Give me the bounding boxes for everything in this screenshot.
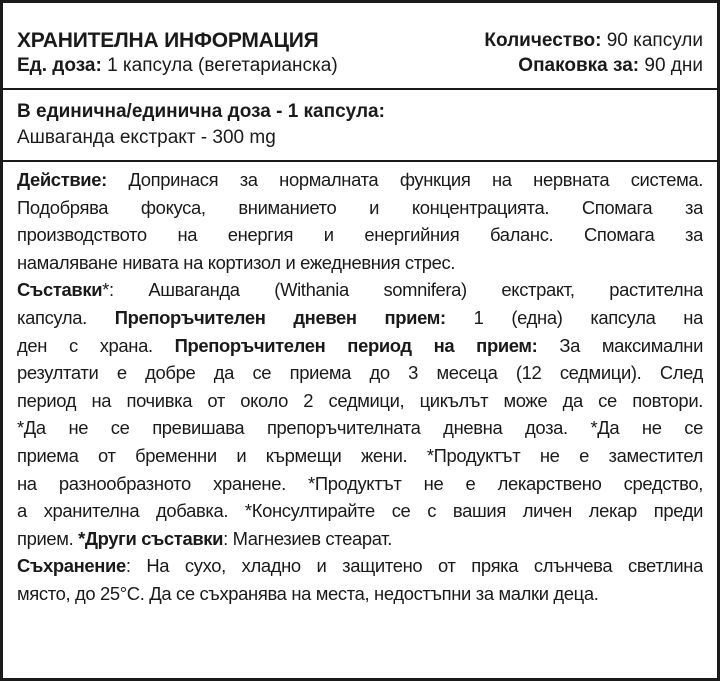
bold-term: Препоръчителен дневен прием:	[114, 306, 446, 328]
body-text: период на почивка от около 2 седмици, цикълът може да се повтори.	[17, 389, 703, 411]
bold-term: *Други съставки	[78, 527, 224, 549]
body-line	[17, 470, 703, 498]
body-line	[17, 552, 703, 580]
body-line	[17, 497, 703, 525]
quantity-label: Количество:	[484, 30, 602, 51]
package	[518, 54, 703, 78]
body-text: ден с храна.	[17, 334, 175, 356]
body-text: на разнообразното хранене. *Продуктът не е лекарствено средство,	[17, 472, 703, 494]
body-text: Подобрява фокуса, вниманието и концентрацията. Спомага за	[17, 196, 703, 218]
body-line	[17, 276, 703, 304]
body-line	[17, 221, 703, 249]
quantity-value: 90 капсули	[606, 30, 703, 51]
body-line	[17, 525, 703, 553]
body-line	[17, 304, 703, 332]
label-title: ХРАНИТЕЛНА ИНФОРМАЦИЯ	[17, 29, 319, 52]
body-text: *Да не се превишава препоръчителната дневна доза. *Да не се	[17, 417, 703, 439]
body-line	[17, 387, 703, 415]
bold-term: Съхранение	[17, 555, 126, 577]
bold-term: Действие:	[17, 169, 129, 190]
body-text: прием.	[17, 527, 79, 549]
body-text: За максимални	[537, 334, 703, 356]
body-text: приема от бременни и кърмещи жени. *Продуктът не е заместител	[17, 444, 703, 466]
package-label: Опаковка за:	[518, 55, 640, 76]
body-text: резултати е добре да се приема до 3 месеца (12 седмици). След	[17, 362, 703, 384]
ingredient-line: Ашваганда екстракт - 300 mg	[17, 127, 276, 148]
divider-top	[3, 88, 717, 90]
header-row-2	[17, 54, 703, 78]
body-text: 1 (една) капсула на	[445, 306, 703, 328]
body-text: : На сухо, хладно и защитено от пряка слънчева светлина	[125, 555, 703, 577]
body-line	[17, 166, 703, 194]
body-line	[17, 580, 703, 608]
package-value: 90 дни	[644, 55, 703, 76]
quantity	[484, 29, 703, 53]
body-line	[17, 414, 703, 442]
dose-value: 1 капсула (вегетарианска)	[107, 55, 338, 76]
header-row-1	[17, 29, 703, 54]
body-line	[17, 359, 703, 387]
bold-term: Съставки	[17, 279, 103, 301]
body-line	[17, 442, 703, 470]
body-line	[17, 194, 703, 222]
body-text: място, до 25°C. Да се съхранява на места, недостъпни за малки деца.	[17, 582, 599, 604]
body-text: : Магнезиев стеарат.	[223, 527, 392, 549]
per-dose-label: В единична/единична доза - 1 капсула:	[17, 101, 385, 122]
body-text: капсула.	[17, 306, 115, 328]
body-text: Допринася за нормалната функция на нервната система.	[128, 169, 703, 190]
divider-middle	[3, 160, 717, 162]
body-text: производството на енергия и енергийния баланс. Спомага за	[17, 224, 703, 246]
body-line	[17, 249, 703, 277]
body-text: намаляване нивата на кортизол и ежедневния стрес.	[17, 251, 456, 273]
dose-label: Ед. доза:	[17, 55, 102, 76]
per-dose-heading	[17, 100, 703, 124]
body-line	[17, 332, 703, 360]
body-text: а хранителна добавка. *Консултирайте се с вашия личен лекар преди	[17, 500, 703, 522]
per-dose-ingredient	[17, 126, 703, 150]
body-text: *: Ашваганда (Withania somnifera) екстракт, растителна	[102, 279, 703, 301]
bold-term: Препоръчителен период на прием:	[174, 334, 538, 356]
label-body-text	[17, 166, 703, 608]
